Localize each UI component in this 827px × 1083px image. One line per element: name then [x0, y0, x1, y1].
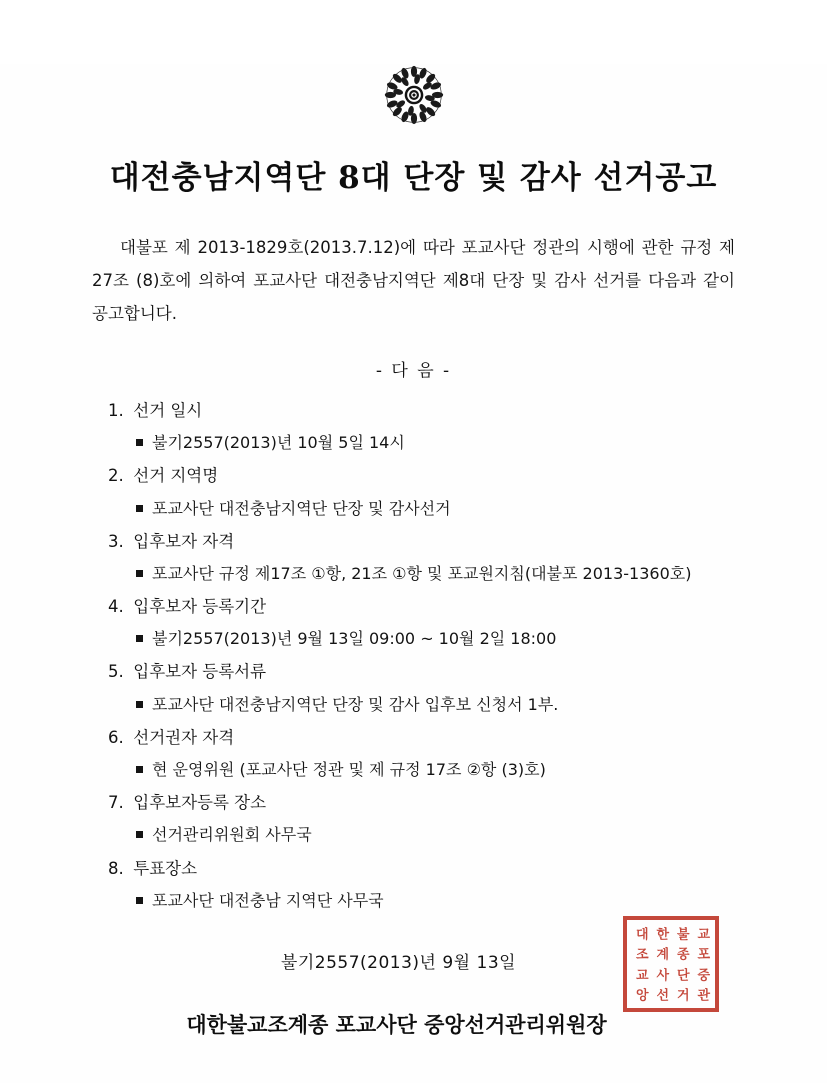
item-head [108, 656, 767, 688]
item-head [108, 395, 767, 427]
list-item [108, 787, 767, 850]
item-head [108, 787, 767, 819]
item-detail: 포교사단 대전충남지역단 단장 및 감사선거 [152, 498, 451, 518]
item-detail-row [108, 819, 767, 850]
square-bullet-icon [136, 897, 143, 904]
square-bullet-icon [136, 439, 143, 446]
official-red-seal [623, 916, 719, 1012]
seal-char: 계 [653, 947, 669, 961]
seal-char: 중 [694, 967, 710, 981]
announcement-items [0, 395, 827, 916]
page-title: 대전충남지역단 8대 단장 및 감사 선거공고 [109, 160, 718, 196]
square-bullet-icon [136, 505, 143, 512]
seal-char: 한 [653, 926, 669, 940]
item-detail-row [108, 493, 767, 524]
square-bullet-icon [136, 570, 143, 577]
seal-char: 종 [673, 947, 689, 961]
square-bullet-icon [136, 831, 143, 838]
list-item [108, 656, 767, 719]
seal-char: 조 [632, 947, 648, 961]
seal-char: 교 [632, 967, 648, 981]
item-head [108, 526, 767, 558]
seal-char: 대 [632, 926, 648, 940]
seal-char: 포 [694, 947, 710, 961]
seal-char: 사 [653, 967, 669, 981]
item-head [108, 853, 767, 885]
dharma-wheel-lotus-emblem [383, 64, 445, 126]
item-detail: 불기2557(2013)년 10월 5일 14시 [152, 433, 405, 453]
item-detail: 불기2557(2013)년 9월 13일 09:00 ~ 10월 2일 18:00 [152, 629, 557, 649]
item-detail: 선거관리위원회 사무국 [152, 825, 312, 845]
item-number: 2. [108, 466, 124, 486]
item-label: 선거권자 자격 [133, 727, 235, 747]
list-item [108, 591, 767, 654]
item-detail: 포교사단 대전충남 지역단 사무국 [152, 890, 384, 910]
item-number: 3. [108, 531, 124, 551]
item-detail-row [108, 427, 767, 458]
item-detail-row [108, 689, 767, 720]
list-item [108, 853, 767, 916]
item-detail-row [108, 623, 767, 654]
item-label: 선거 지역명 [133, 466, 219, 486]
item-number: 7. [108, 793, 124, 813]
square-bullet-icon [136, 635, 143, 642]
item-label: 입후보자등록 장소 [133, 793, 267, 813]
footer-date: 불기2557(2013)년 9월 13일 [280, 952, 517, 973]
seal-char: 불 [673, 926, 689, 940]
item-detail-row [108, 885, 767, 916]
item-number: 1. [108, 401, 124, 420]
item-detail-row [108, 754, 767, 785]
item-detail: 현 운영위원 (포교사단 정관 및 제 규정 17조 ②항 (3)호) [152, 759, 546, 779]
item-label: 입후보자 등록서류 [133, 662, 267, 682]
list-item [108, 460, 767, 523]
item-head [108, 591, 767, 623]
item-detail: 포교사단 대전충남지역단 단장 및 감사 입후보 신청서 1부. [152, 694, 559, 714]
list-item [108, 526, 767, 589]
square-bullet-icon [136, 701, 143, 708]
seal-char: 관 [694, 988, 710, 1002]
emblem-container [0, 64, 827, 126]
document-page [0, 64, 827, 1083]
intro-paragraph: 대불포 제 2013-1829호(2013.7.12)에 따라 포교사단 정관의 시행에 관한 규정 제27조 (8)호에 의하여 포교사단 대전충남지역단 제8대 단장 및 감사 선거를 다음과 같이 공고합니다. [92, 238, 735, 323]
seal-char: 거 [673, 988, 689, 1002]
item-number: 4. [108, 597, 124, 617]
item-label: 입후보자 자격 [133, 531, 235, 551]
item-head [108, 460, 767, 492]
next-marker: - 다 음 - [375, 361, 452, 381]
item-number: 5. [108, 662, 124, 682]
item-detail: 포교사단 규정 제17조 ①항, 21조 ①항 및 포교원지침(대불포 2013-1360호) [152, 563, 692, 583]
item-head [108, 722, 767, 754]
item-label: 입후보자 등록기간 [133, 597, 267, 617]
item-label: 선거 일시 [133, 401, 203, 420]
seal-char: 선 [653, 988, 669, 1002]
seal-char: 앙 [632, 988, 648, 1002]
seal-char: 단 [673, 967, 689, 981]
seal-char: 교 [694, 926, 710, 940]
item-number: 6. [108, 727, 124, 747]
item-label: 투표장소 [133, 858, 198, 878]
list-item [108, 722, 767, 785]
footer-organization: 대한불교조계종 포교사단 중앙선거관리위원장 [186, 1011, 607, 1037]
item-number: 8. [108, 858, 124, 878]
list-item [108, 395, 767, 458]
item-detail-row [108, 558, 767, 589]
square-bullet-icon [136, 766, 143, 773]
